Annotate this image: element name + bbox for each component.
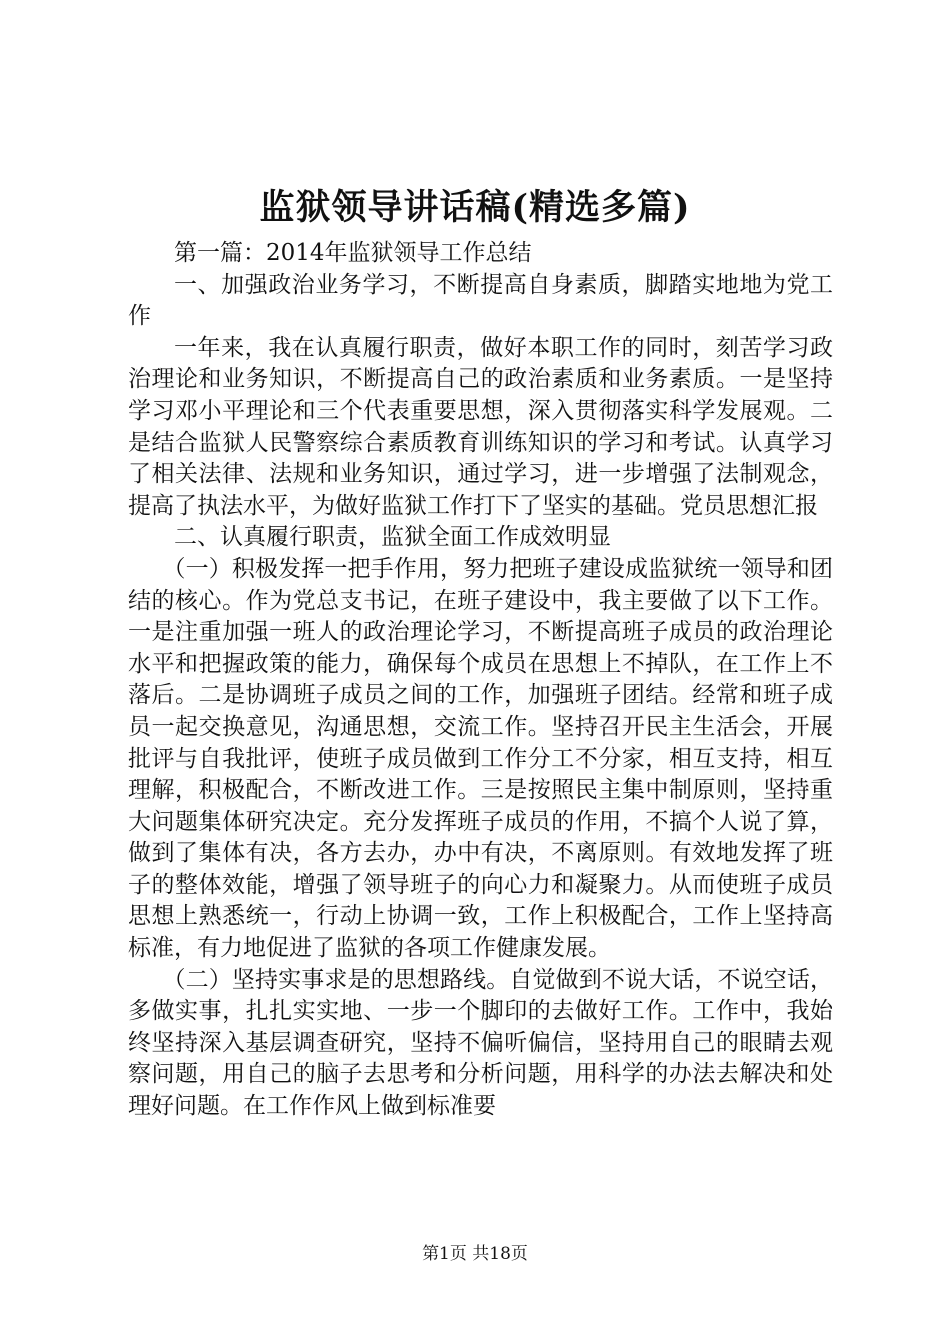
subsection-heading: 二、认真履行职责，监狱全面工作成效明显 <box>174 524 611 551</box>
section-heading: 第一篇：2014年监狱领导工作总结 <box>174 240 532 266</box>
body-paragraph: （一）积极发挥一把手作用，努力把班子建设成监狱统一领导和团结的核心。作为党总支书记，在班子建设中，我主要做了以下工作。一是注重加强一班人的政治理论学习，不断提高班子成员的政治理论水平和把握政策的能力，确保每个成员在思想上不掉队，在工作上不落后。二是协调班子成员之间的工作，加强班子团结。经常和班子成员一起交换意见，沟通思想，交流工作。坚持召开民主生活会，开展批评与自我批评，使班子成员做到工作分工不分家，相互支持，相互理解，积极配合，不断改进工作。三是按照民主集中制原则，坚持重大问题集体研究决定。充分发挥班子成员的作用，不搞个人说了算，做到了集体有决，各方去办，办中有决，不离原则。有效地发挥了班子的整体效能，增强了领导班子的向心力和凝聚力。从而使班子成员思想上熟悉统一，行动上协调一致，工作上积极配合，工作上坚持高标准，有力地促进了监狱的各项工作健康发展。 <box>128 555 833 962</box>
document-title: 监狱领导讲话稿(精选多篇) <box>259 187 691 228</box>
subsection-heading: 一、加强政治业务学习，不断提高自身素质，脚踏实地地为党工作 <box>128 271 833 330</box>
page-footer: 第1页 共18页 <box>422 1244 528 1264</box>
body-paragraph: 一年来，我在认真履行职责，做好本职工作的同时，刻苦学习政治理论和业务知识，不断提高自己的政治素质和业务素质。一是坚持学习邓小平理论和三个代表重要思想，深入贯彻落实科学发展观。二是结合监狱人民警察综合素质教育训练知识的学习和考试。认真学习了相关法律、法规和业务知识，通过学习，进一步增强了法制观念，提高了执法水平，为做好监狱工作打下了坚实的基础。党员思想汇报 <box>128 334 833 519</box>
body-paragraph: （二）坚持实事求是的思想路线。自觉做到不说大话，不说空话，多做实事，扎扎实实地、一步一个脚印的去做好工作。工作中，我始终坚持深入基层调查研究，坚持不偏听偏信，坚持用自己的眼睛去观察问题，用自己的脑子去思考和分析问题，用科学的办法去解决和处理好问题。在工作作风上做到标准要 <box>128 966 833 1120</box>
document-body <box>128 238 833 1123</box>
